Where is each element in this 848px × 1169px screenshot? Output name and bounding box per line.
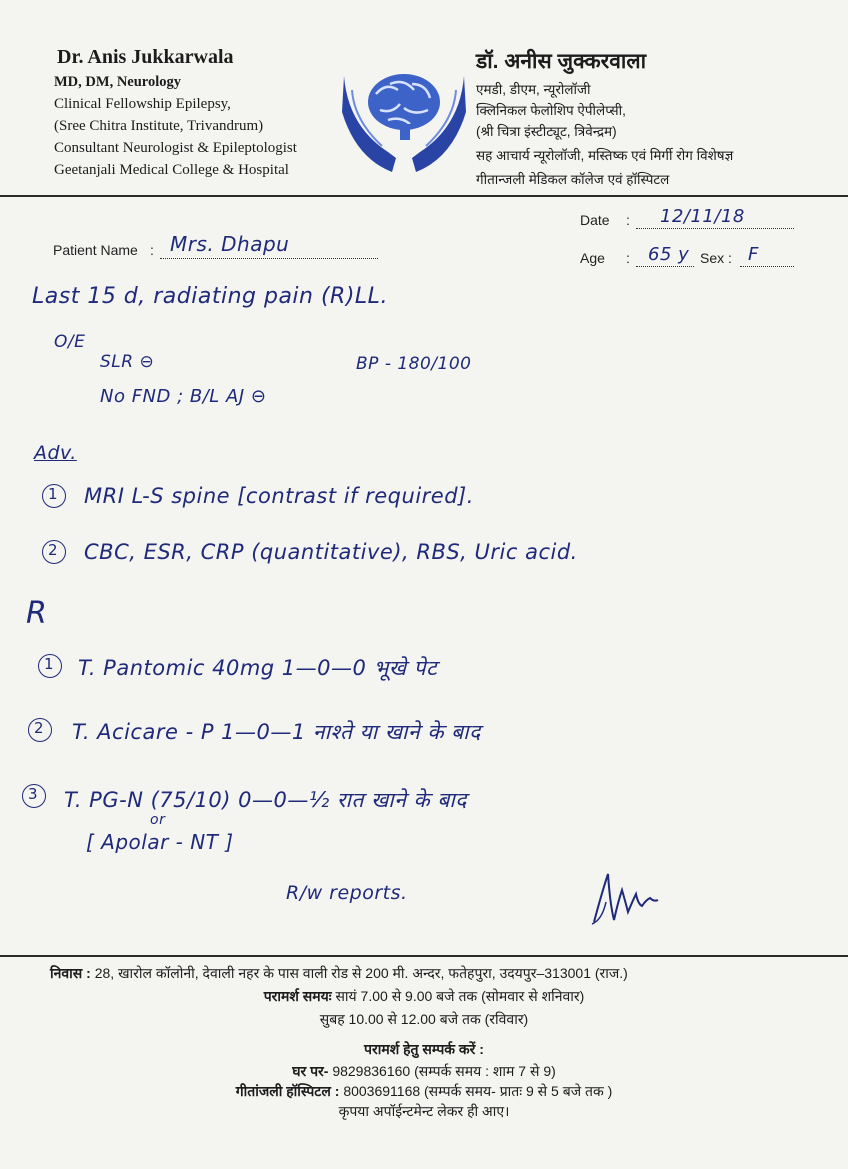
clinic-address bbox=[50, 964, 628, 983]
qualification-line: MD, DM, Neurology bbox=[54, 74, 181, 90]
sex-field-line bbox=[740, 266, 794, 267]
doctor-name-hi: डॉ. अनीस जुक्करवाला bbox=[476, 50, 647, 73]
brain-hands-logo bbox=[338, 50, 470, 178]
or-label: or bbox=[150, 812, 166, 828]
patient-name-field-line bbox=[160, 258, 378, 259]
review-note: R/w reports. bbox=[286, 882, 408, 904]
advice-item: MRI L-S spine [contrast if required]. bbox=[84, 484, 474, 508]
slr-finding: SLR ⊖ bbox=[100, 352, 155, 372]
age-value: 65 y bbox=[648, 244, 690, 265]
patient-name-label: Patient Name bbox=[53, 242, 138, 258]
advice-item: CBC, ESR, CRP (quantitative), RBS, Uric acid. bbox=[84, 540, 578, 564]
age-field-line bbox=[636, 266, 694, 267]
contact-heading: परामर्श हेतु सम्पर्क करें : bbox=[364, 1041, 484, 1057]
address-text: 28, खारोल कॉलोनी, देवाली नहर के पास वाली रोड से 200 मी. अन्दर, फतेहपुरा, उदयपुर–313001 (राज.) bbox=[94, 965, 628, 981]
consult-time-2: सुबह 10.00 से 12.00 बजे तक (रविवार) bbox=[319, 1011, 529, 1027]
qualification-line: (Sree Chitra Institute, Trivandrum) bbox=[54, 118, 264, 134]
footer-divider bbox=[0, 955, 848, 957]
qualification-line: Consultant Neurologist & Epileptologist bbox=[54, 140, 297, 156]
header-divider bbox=[0, 195, 848, 197]
age-label: Age bbox=[580, 250, 605, 266]
rx-item: T. Acicare - P 1—0—1 नाश्ते या खाने के बाद bbox=[72, 720, 481, 744]
rx-item: T. Pantomic 40mg 1—0—0 भूखे पेट bbox=[78, 656, 438, 680]
on-examination-label: O/E bbox=[54, 332, 86, 352]
qualification-line-hi: क्लिनिकल फेलोशिप ऐपीलेप्सी, bbox=[476, 103, 626, 118]
date-value: 12/11/18 bbox=[660, 206, 745, 227]
qualification-line-hi: एमडी, डीएम, न्यूरोलॉजी bbox=[476, 82, 591, 97]
rx-item: T. PG-N (75/10) 0—0—½ रात खाने के बाद bbox=[64, 788, 467, 812]
date-label: Date bbox=[580, 212, 610, 228]
sex-label: Sex : bbox=[700, 250, 732, 266]
rx-symbol: R bbox=[26, 596, 48, 631]
doctor-name-en: Dr. Anis Jukkarwala bbox=[57, 46, 234, 68]
doctor-signature bbox=[588, 866, 668, 930]
advice-heading: Adv. bbox=[34, 442, 77, 464]
qualification-line-hi: सह आचार्य न्यूरोलॉजी, मस्तिष्क एवं मिर्गी रोग विशेषज्ञ bbox=[476, 148, 734, 163]
hospital-contact: गीतांजली हॉस्पिटल : 8003691168 (सम्पर्क समय- प्रातः 9 से 5 बजे तक ) bbox=[235, 1083, 613, 1099]
consult-time-label: परामर्श समयः bbox=[263, 988, 332, 1004]
qualification-line: Clinical Fellowship Epilepsy, bbox=[54, 96, 231, 112]
home-contact: घर पर- 9829836160 (सम्पर्क समय : शाम 7 से 9) bbox=[292, 1063, 556, 1079]
sex-value: F bbox=[748, 244, 759, 265]
date-field-line bbox=[636, 228, 794, 229]
qualification-line: Geetanjali Medical College & Hospital bbox=[54, 162, 289, 178]
neuro-finding: No FND ; B/L AJ ⊖ bbox=[100, 386, 267, 407]
address-label: निवास : bbox=[50, 965, 91, 981]
alternative-drug: [ Apolar - NT ] bbox=[86, 830, 234, 854]
appointment-note: कृपया अपॉईन्टमेन्ट लेकर ही आए। bbox=[338, 1103, 510, 1119]
chief-complaint: Last 15 d, radiating pain (R)LL. bbox=[32, 284, 388, 309]
patient-name-value: Mrs. Dhapu bbox=[170, 232, 290, 256]
qualification-line-hi: गीतान्जली मेडिकल कॉलेज एवं हॉस्पिटल bbox=[476, 172, 670, 187]
consult-time-1: परामर्श समयः सायं 7.00 से 9.00 बजे तक (सोमवार से शनिवार) bbox=[263, 988, 585, 1004]
qualification-line-hi: (श्री चित्रा इंस्टीट्यूट, त्रिवेन्द्रम) bbox=[476, 124, 617, 139]
blood-pressure: BP - 180/100 bbox=[356, 354, 472, 374]
